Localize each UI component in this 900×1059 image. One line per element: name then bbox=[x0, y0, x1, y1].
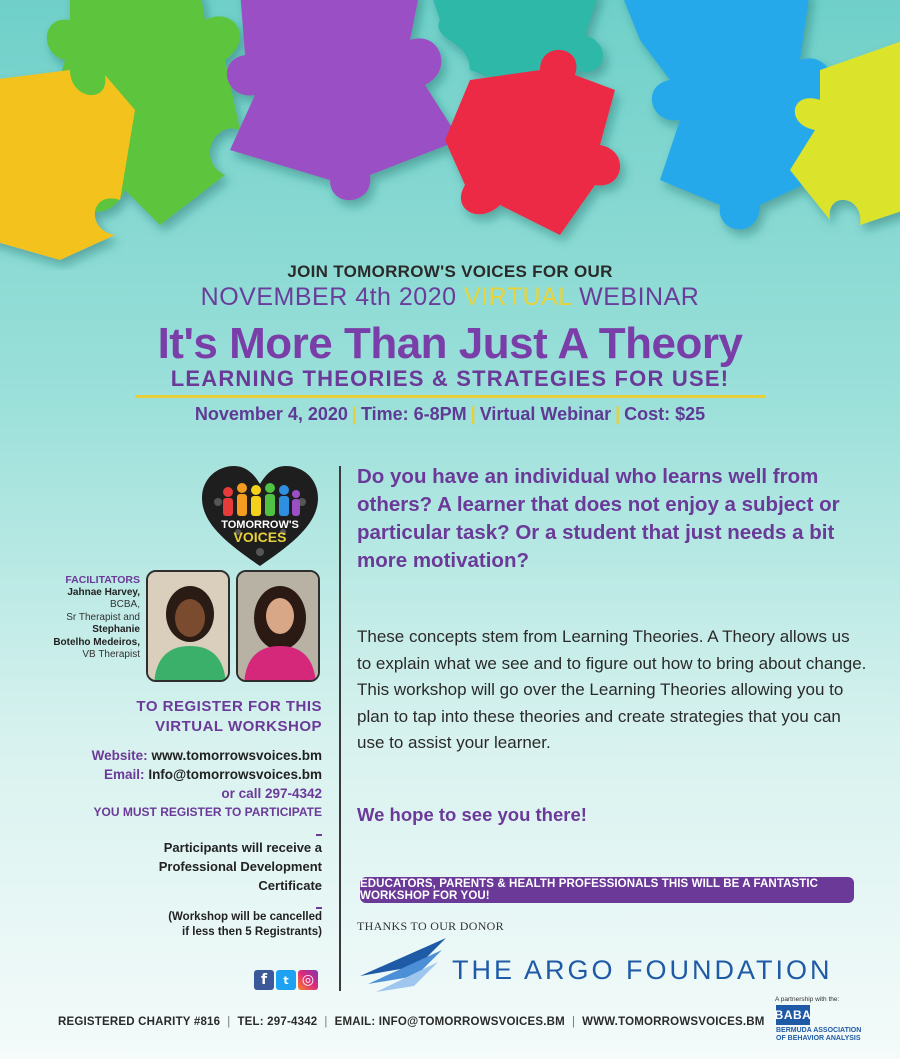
website-label: Website: bbox=[91, 748, 148, 763]
column-divider bbox=[339, 466, 341, 991]
facilitator-name-1: Jahnae Harvey, bbox=[67, 586, 140, 598]
detail-time: Time: 6-8PM bbox=[360, 404, 467, 424]
decorative-dash bbox=[2, 822, 322, 830]
webinar-date-line bbox=[0, 283, 900, 312]
main-title: It's More Than Just A Theory bbox=[157, 319, 743, 368]
detail-cost: Cost: $25 bbox=[624, 404, 706, 424]
facilitators-block bbox=[20, 574, 140, 662]
contact-block bbox=[2, 746, 322, 830]
footer-bar bbox=[58, 1016, 765, 1028]
argo-foundation-name: THE ARGO FOUNDATION bbox=[452, 955, 833, 985]
register-heading-line-2: VIRTUAL WORKSHOP bbox=[155, 718, 322, 735]
footer-separator: | bbox=[324, 1016, 328, 1028]
email-link[interactable]: Info@tomorrowsvoices.bm bbox=[148, 767, 322, 782]
twitter-icon[interactable]: t bbox=[276, 970, 296, 990]
baba-name-line-2: OF BEHAVIOR ANALYSIS bbox=[776, 1035, 861, 1042]
certificate-line-3: Certificate bbox=[258, 878, 322, 893]
purple-puzzle-piece bbox=[227, 0, 460, 200]
footer-website[interactable]: WWW.TOMORROWSVOICES.BM bbox=[582, 1016, 765, 1028]
facilitator-title-2: VB Therapist bbox=[82, 649, 140, 660]
register-heading-line-1: TO REGISTER FOR THIS bbox=[136, 698, 322, 715]
facebook-icon[interactable]: f bbox=[254, 970, 274, 990]
event-details-line bbox=[0, 404, 900, 425]
intro-question: Do you have an individual who learns well from others? A learner that does not enjoy a subject or particular task? Or a student that just needs a bit more motivation? bbox=[357, 465, 840, 572]
detail-separator: | bbox=[615, 404, 621, 424]
puzzle-pieces-banner bbox=[0, 0, 900, 270]
facilitator-photo-2 bbox=[236, 570, 320, 682]
facilitator-name-2a: Stephanie bbox=[92, 624, 140, 635]
closing-line: We hope to see you there! bbox=[357, 804, 587, 825]
red-puzzle-piece bbox=[445, 50, 620, 235]
must-register-text: YOU MUST REGISTER TO PARTICIPATE bbox=[93, 805, 322, 819]
virtual-part: VIRTUAL bbox=[463, 283, 572, 311]
join-line: JOIN TOMORROW'S VOICES FOR OUR bbox=[287, 262, 613, 281]
partnership-note: A partnership with the: bbox=[775, 996, 840, 1003]
detail-separator: | bbox=[470, 404, 476, 424]
cancel-line-1: (Workshop will be cancelled bbox=[168, 911, 322, 923]
certificate-line-1: Participants will receive a bbox=[163, 840, 322, 855]
facilitator-title-1a: BCBA, bbox=[109, 599, 140, 610]
baba-name bbox=[776, 1027, 876, 1043]
baba-logo-icon: BABA bbox=[776, 1005, 810, 1025]
call-text: or call 297-4342 bbox=[221, 786, 322, 801]
website-row bbox=[2, 746, 322, 765]
yellow-puzzle-piece bbox=[0, 70, 135, 260]
cancellation-note bbox=[2, 910, 322, 940]
audience-banner: EDUCATORS, PARENTS & HEALTH PROFESSIONALS THIS WILL BE A FANTASTIC WORKSHOP FOR YOU! bbox=[360, 877, 854, 903]
puzzle-heart-logo-icon bbox=[198, 462, 323, 572]
facilitator-name-2b: Botelho Medeiros, bbox=[53, 636, 140, 648]
email-row bbox=[2, 765, 322, 784]
certificate-block bbox=[2, 838, 322, 903]
email-label: Email: bbox=[104, 767, 145, 782]
webinar-part: WEBINAR bbox=[579, 283, 700, 311]
date-part: NOVEMBER 4th 2020 bbox=[200, 283, 457, 311]
logo-word-voices: VOICES bbox=[233, 529, 287, 545]
register-heading bbox=[22, 697, 322, 737]
footer-separator: | bbox=[571, 1016, 576, 1028]
instagram-icon[interactable]: ◎ bbox=[298, 970, 318, 990]
detail-separator: | bbox=[351, 404, 357, 424]
donor-thanks: THANKS TO OUR DONOR bbox=[357, 919, 504, 933]
facilitator-photo-1 bbox=[146, 570, 230, 682]
website-link[interactable]: www.tomorrowsvoices.bm bbox=[151, 748, 322, 763]
cancel-line-2: if less then 5 Registrants) bbox=[182, 926, 322, 938]
footer-email[interactable]: EMAIL: INFO@TOMORROWSVOICES.BM bbox=[334, 1016, 565, 1028]
baba-name-line-1: BERMUDA ASSOCIATION bbox=[776, 1027, 862, 1034]
certificate-line-2: Professional Development bbox=[158, 859, 322, 874]
footer-charity: REGISTERED CHARITY #816 bbox=[58, 1016, 221, 1028]
decorative-dash bbox=[2, 895, 322, 903]
detail-format: Virtual Webinar bbox=[479, 404, 612, 424]
footer-tel: TEL: 297-4342 bbox=[237, 1016, 318, 1028]
argo-wing-logo-icon bbox=[358, 936, 453, 994]
logo-word-tomorrows: TOMORROW'S bbox=[221, 519, 299, 531]
subtitle-underline bbox=[135, 395, 765, 398]
facilitators-heading: FACILITATORS bbox=[65, 574, 140, 586]
detail-date: November 4, 2020 bbox=[194, 404, 348, 424]
social-icons bbox=[254, 970, 318, 992]
body-paragraph: These concepts stem from Learning Theories. A Theory allows us to explain what we see and to figure out how to bring about change. This workshop will go over the Learning Theories allowing you to plan to tap into these theories and create strategies that you can use to assist your learner. bbox=[357, 627, 867, 752]
footer-separator: | bbox=[227, 1016, 231, 1028]
subtitle: LEARNING THEORIES & STRATEGIES FOR USE! bbox=[170, 366, 730, 391]
facilitator-title-1b: Sr Therapist and bbox=[66, 611, 140, 623]
